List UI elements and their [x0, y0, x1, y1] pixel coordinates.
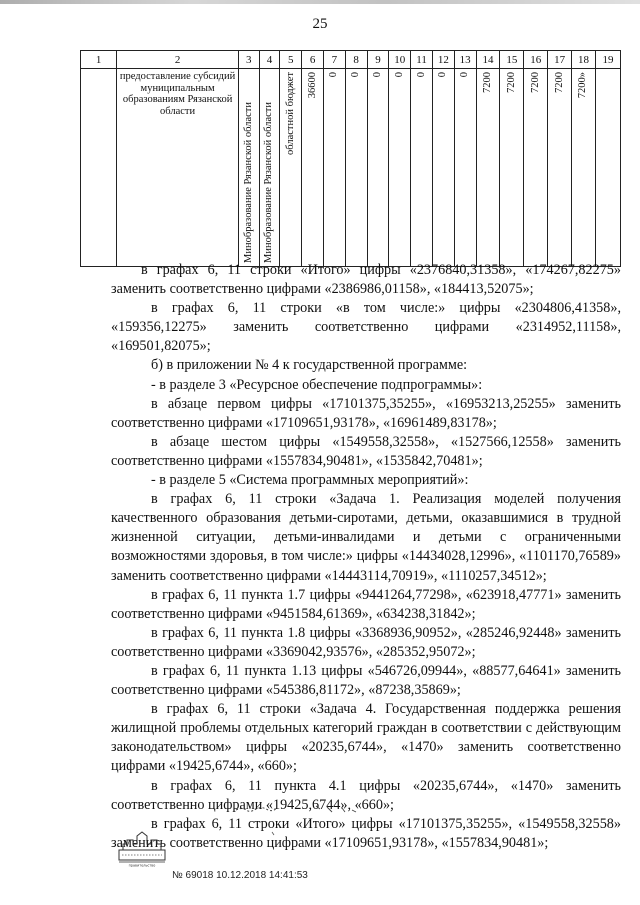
- header-cell: 17: [548, 51, 572, 69]
- header-cell: 15: [500, 51, 524, 69]
- header-cell: 19: [595, 51, 620, 69]
- cell-description: [117, 69, 239, 267]
- table-row: [81, 69, 621, 267]
- cell-year-value: 0: [432, 69, 454, 267]
- header-cell: 2: [117, 51, 239, 69]
- responsible-executor: Минобразование Рязанской области: [242, 102, 254, 263]
- header-cell: 10: [389, 51, 411, 69]
- header-cell: 3: [238, 51, 259, 69]
- header-cell: 16: [524, 51, 548, 69]
- cell-year-value: 0: [323, 69, 345, 267]
- cell-year-value: 0: [389, 69, 411, 267]
- measure-description: предоставление субсидий муниципальным образованиям Рязанской области: [119, 71, 236, 117]
- cell-year-value: 7200: [476, 69, 500, 267]
- svg-text:правительство: правительство: [128, 863, 156, 868]
- paragraph: в графах 6, 11 строки «Итого» цифры «2376840,31358», «174267,82275» заменить соответственно цифрами «2386986,01158», «184413,52075»;: [111, 262, 621, 298]
- cell-year-value: 0: [345, 69, 367, 267]
- cell-year-value: 0: [411, 69, 433, 267]
- cell-total: [302, 69, 324, 267]
- header-cell: 14: [476, 51, 500, 69]
- scan-edge: [0, 0, 640, 4]
- cell-year-value: 7200»: [572, 69, 596, 267]
- header-cell: 9: [367, 51, 389, 69]
- amendment-text: [111, 261, 621, 853]
- registration-number: № 69018 10.12.2018 14:41:53: [172, 870, 308, 881]
- government-emblem-stamp: [117, 828, 167, 868]
- header-cell: 1: [81, 51, 117, 69]
- cell-year-value: 7200: [524, 69, 548, 267]
- header-cell: 13: [454, 51, 476, 69]
- paragraph: в графах 6, 11 пункта 1.8 цифры «3368936,90952», «285246,92448» заменить соответственно цифрами «3369042,93576», «285352,95072»;: [111, 624, 621, 660]
- paragraph: - в разделе 3 «Ресурсное обеспечение подпрограммы»:: [151, 376, 483, 393]
- header-cell: 8: [345, 51, 367, 69]
- paragraph: в графах 6, 11 строки «Задача 1. Реализация моделей получения качественного образования детьми-сиротами, детьми, оказавшимися в трудной жизненной ситуации, детьми-инвалидами и детьми с ограниченными возможностями здоровья, в том числе:» цифры «14434028,12996», «1101170,76589» заменить соответственно цифрами «14443114,70919», «1110257,34512»;: [111, 491, 621, 584]
- cell-number: [81, 69, 117, 267]
- header-cell: 4: [259, 51, 280, 69]
- header-cell: 12: [432, 51, 454, 69]
- cell-funding-source: [280, 69, 302, 267]
- cell-year-value: [595, 69, 620, 267]
- total-value: 36600: [306, 72, 318, 99]
- paragraph: в графах 6, 11 пункта 1.7 цифры «9441264,77298», «623918,47771» заменить соответственно цифрами «9451584,61369», «634238,31842»;: [111, 586, 621, 622]
- paragraph: в графах 6, 11 строки «Итого» цифры «17101375,35255», «1549558,32558» заменить соответственно цифрами «17109651,93178», «1557834,90481»;: [111, 815, 621, 851]
- header-cell: 6: [302, 51, 324, 69]
- header-cell: 5: [280, 51, 302, 69]
- paragraph: в абзаце первом цифры «17101375,35255», «16953213,25255» заменить соответственно цифрами «17109651,93178», «16961489,83178»;: [111, 395, 621, 431]
- paragraph: в графах 6, 11 строки «в том числе:» цифры «2304806,41358», «159356,12275» заменить соответственно цифрами «2314952,11158», «169501,82075»;: [111, 300, 621, 355]
- handwritten-marks: [232, 798, 392, 838]
- paragraph: в графах 6, 11 строки «Задача 4. Государственная поддержка решения жилищной проблемы отдельных категорий граждан в соответствии с действующим законодательством» цифры «20235,6744», «1470» заменить соответственно цифрами «19425,6744», «660»;: [111, 701, 621, 775]
- cell-year-value: 7200: [548, 69, 572, 267]
- header-cell: 18: [572, 51, 596, 69]
- cell-coexecutor: [259, 69, 280, 267]
- header-cell: 7: [323, 51, 345, 69]
- page-number: 25: [312, 16, 328, 32]
- co-executor: Минобразование Рязанской области: [263, 102, 275, 263]
- cell-year-value: 0: [367, 69, 389, 267]
- paragraph: в графах 6, 11 пункта 1.13 цифры «546726,09944», «88577,64641» заменить соответственно цифрами «545386,81172», «87238,35869»;: [111, 662, 621, 699]
- table-header-row: [81, 51, 621, 69]
- paragraph: в абзаце шестом цифры «1549558,32558», «1527566,12558» заменить соответственно цифрами «1557834,90481», «1535842,70481»;: [111, 433, 621, 469]
- cell-responsible: [238, 69, 259, 267]
- paragraph: в графах 6, 11 пункта 4.1 цифры «20235,6744», «1470» заменить соответственно цифрами «19425,6744», «660»;: [111, 777, 621, 813]
- cell-year-value: 7200: [500, 69, 524, 267]
- funding-source: областной бюджет: [284, 72, 296, 155]
- cell-year-value: 0: [454, 69, 476, 267]
- header-cell: 11: [411, 51, 433, 69]
- paragraph: - в разделе 5 «Система программных мероприятий»:: [151, 472, 469, 489]
- program-table: [80, 50, 621, 267]
- paragraph: б) в приложении № 4 к государственной программе:: [151, 357, 468, 374]
